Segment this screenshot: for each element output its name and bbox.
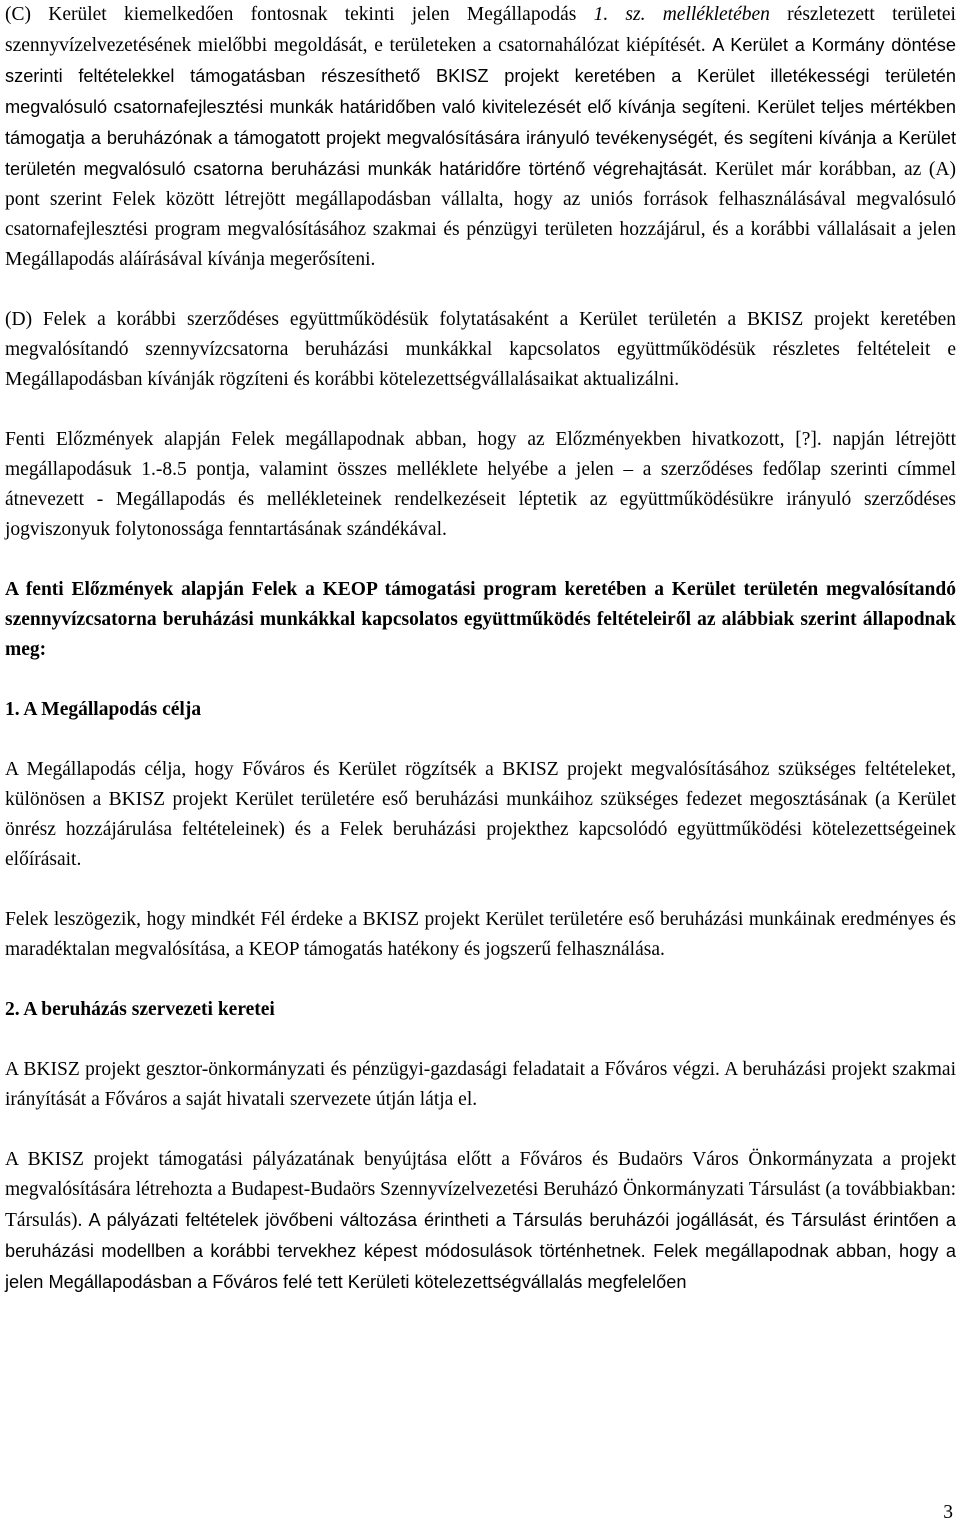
agreement-intro: A fenti Előzmények alapján Felek a KEOP támogatási program keretében a Kerület területén megvalósítandó szennyvízcsatorna beruházási munkákkal kapcsolatos együttműködés feltételeiről az alábbiak szerint állapodnak meg: <box>5 579 956 660</box>
page-number: 3 <box>943 1502 953 1523</box>
section-1-heading: 1. A Megállapodás célja <box>5 699 202 720</box>
section-1-paragraph-2: Felek leszögezik, hogy mindkét Fél érdeke a BKISZ projekt Kerület területére eső beruházási munkáinak eredményes és maradéktalan megvalósítása, a KEOP támogatás hatékony és jogszerű felhasználása. <box>5 909 956 960</box>
section-2-paragraph-2-sans: A pályázati feltételek jövőbeni változása érintheti a Társulás beruházói jogállását, és Társulást érintően a beruházási modellben a korábbi tervekhez képest módosulások történhetnek. Felek megállapodnak abban, hogy a jelen Megállapodásban a Főváros felé tett Kerületi kötelezettségvállalás megfelelően <box>5 1210 956 1292</box>
section-2-paragraph-2-serif: A BKISZ projekt támogatási pályázatának benyújtása előtt a Főváros és Budaörs Város Önkormányzata a projekt megvalósítására létrehozta a Budapest-Budaörs Szennyvízelvezetési Beruházó Önkormányzati Társulást (a továbbiakban: Társulás). <box>5 1149 956 1231</box>
paragraph-c-lead: (C) Kerület kiemelkedően fontosnak tekinti jelen Megállapodás <box>5 4 594 25</box>
annex-reference: 1. sz. mellékletében <box>593 4 770 25</box>
section-2-paragraph-1: A BKISZ projekt gesztor-önkormányzati és pénzügyi-gazdasági feladatait a Főváros végzi. A beruházási projekt szakmai irányítását a Főváros a saját hivatali szervezete útján látja el. <box>5 1059 956 1110</box>
paragraph-fenti: Fenti Előzmények alapján Felek megállapodnak abban, hogy az Előzményekben hivatkozott, [?]. napján létrejött megállapodásuk 1.-8.5 pontja, valamint összes melléklete helyébe a jelen – a szerződéses fedőlap szerinti címmel átnevezett - Megállapodás és mellékleteinek rendelkezéseit léptetik az együttműködésükre irányuló szerződéses jogviszonyuk folytonossága fenntartásának szándékával. <box>5 429 956 540</box>
section-2-paragraph-2 <box>5 1145 956 1298</box>
paragraph-c-tail: Kerület már korábban, az (A) pont szerint Felek között létrejött megállapodásban vállalta, hogy az uniós források felhasználásával megvalósuló csatornafejlesztési program megvalósításához szakmai és pénzügyi területen hozzájárul, és a korábbi vállalásait a jelen Megállapodás aláírásával kívánja megerősíteni. <box>5 159 956 270</box>
section-2-heading: 2. A beruházás szervezeti keretei <box>5 999 275 1020</box>
paragraph-d: (D) Felek a korábbi szerződéses együttműködésük folytatásaként a Kerület területén a BKISZ projekt keretében megvalósítandó szennyvízcsatorna beruházási munkákkal kapcsolatos együttműködésük részletes feltételeit e Megállapodásban kívánják rögzíteni és korábbi kötelezettségvállalásaikat aktualizálni. <box>5 309 956 390</box>
paragraph-c-support-text: A Kerület a Kormány döntése szerinti feltételekkel támogatásban részesíthető BKISZ projekt keretében a Kerület illetékességi területén megvalósuló csatornafejlesztési munkák határidőben való kivitelezését elő kívánja segíteni. Kerület teljes mértékben támogatja a beruházónak a támogatott projekt megvalósítására irányuló tevékenységét, és segíteni kívánja a Kerület területén megvalósuló csatorna beruházási munkák határidőre történő végrehajtását. <box>5 35 956 179</box>
section-1-paragraph-1: A Megállapodás célja, hogy Főváros és Kerület rögzítsék a BKISZ projekt megvalósításához szükséges feltételeket, különösen a BKISZ projekt Kerület területére eső beruházási munkáihoz szükséges fedezet megosztásának (a Kerület önrész hozzájárulása feltételeinek) és a Felek beruházási projekthez kapcsolódó együttműködési kötelezettségeinek előírásait. <box>5 759 956 870</box>
paragraph-c-rest: részletezett területei szennyvízelvezetésének mielőbbi megoldását, e területeken a csatornahálózat kiépítését. <box>5 4 956 56</box>
paragraph-c <box>5 0 956 275</box>
